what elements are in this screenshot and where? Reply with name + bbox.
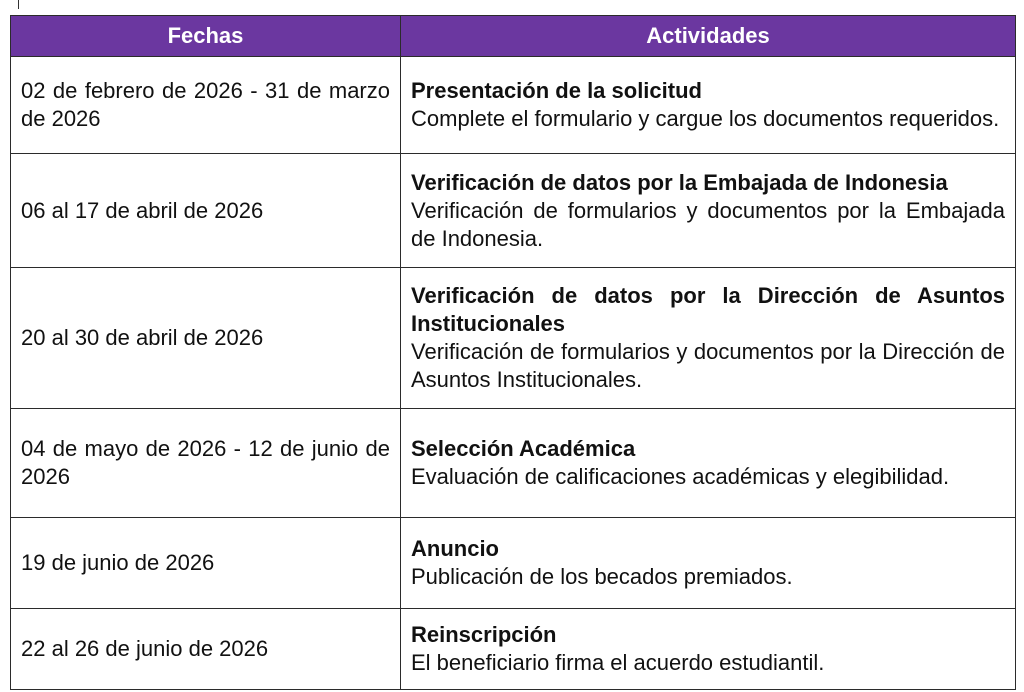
date-cell: 04 de mayo de 2026 - 12 de junio de 2026 (11, 409, 401, 518)
activity-description: Verificación de formularios y documentos por la Dirección de Asuntos Institucionales. (411, 339, 1005, 392)
activity-cell (401, 57, 1016, 154)
activity-title: Selección Académica (411, 436, 636, 461)
date-cell: 02 de febrero de 2026 - 31 de marzo de 2026 (11, 57, 401, 154)
table-row (11, 268, 1016, 409)
activity-cell (401, 154, 1016, 268)
activity-title: Anuncio (411, 536, 499, 561)
date-cell: 20 al 30 de abril de 2026 (11, 268, 401, 409)
activity-description: Evaluación de calificaciones académicas y elegibilidad. (411, 464, 950, 489)
table-header-row (11, 16, 1016, 57)
table-row (11, 57, 1016, 154)
activity-title: Reinscripción (411, 622, 557, 647)
text-cursor-mark (18, 0, 19, 9)
activity-description: Verificación de formularios y documentos por la Embajada de Indonesia. (411, 197, 1005, 251)
date-cell: 19 de junio de 2026 (11, 518, 401, 609)
table-row (11, 409, 1016, 518)
date-cell: 06 al 17 de abril de 2026 (11, 154, 401, 268)
activity-description: El beneficiario firma el acuerdo estudiantil. (411, 650, 825, 675)
date-cell: 22 al 26 de junio de 2026 (11, 609, 401, 690)
activity-cell (401, 518, 1016, 609)
activity-title: Presentación de la solicitud (411, 78, 702, 103)
activity-title: Verificación de datos por la Embajada de Indonesia (411, 169, 948, 195)
schedule-table (10, 15, 1016, 690)
header-activities: Actividades (401, 16, 1016, 57)
table-row (11, 518, 1016, 609)
activity-cell (401, 409, 1016, 518)
activity-description: Complete el formulario y cargue los documentos requeridos. (411, 106, 1000, 131)
table-row (11, 154, 1016, 268)
table-row (11, 609, 1016, 690)
activity-description: Publicación de los becados premiados. (411, 564, 793, 589)
activity-cell (401, 609, 1016, 690)
activity-title: Verificación de datos por la Dirección de Asuntos Institucionales (411, 283, 1005, 336)
activity-cell (401, 268, 1016, 409)
header-dates: Fechas (11, 16, 401, 57)
